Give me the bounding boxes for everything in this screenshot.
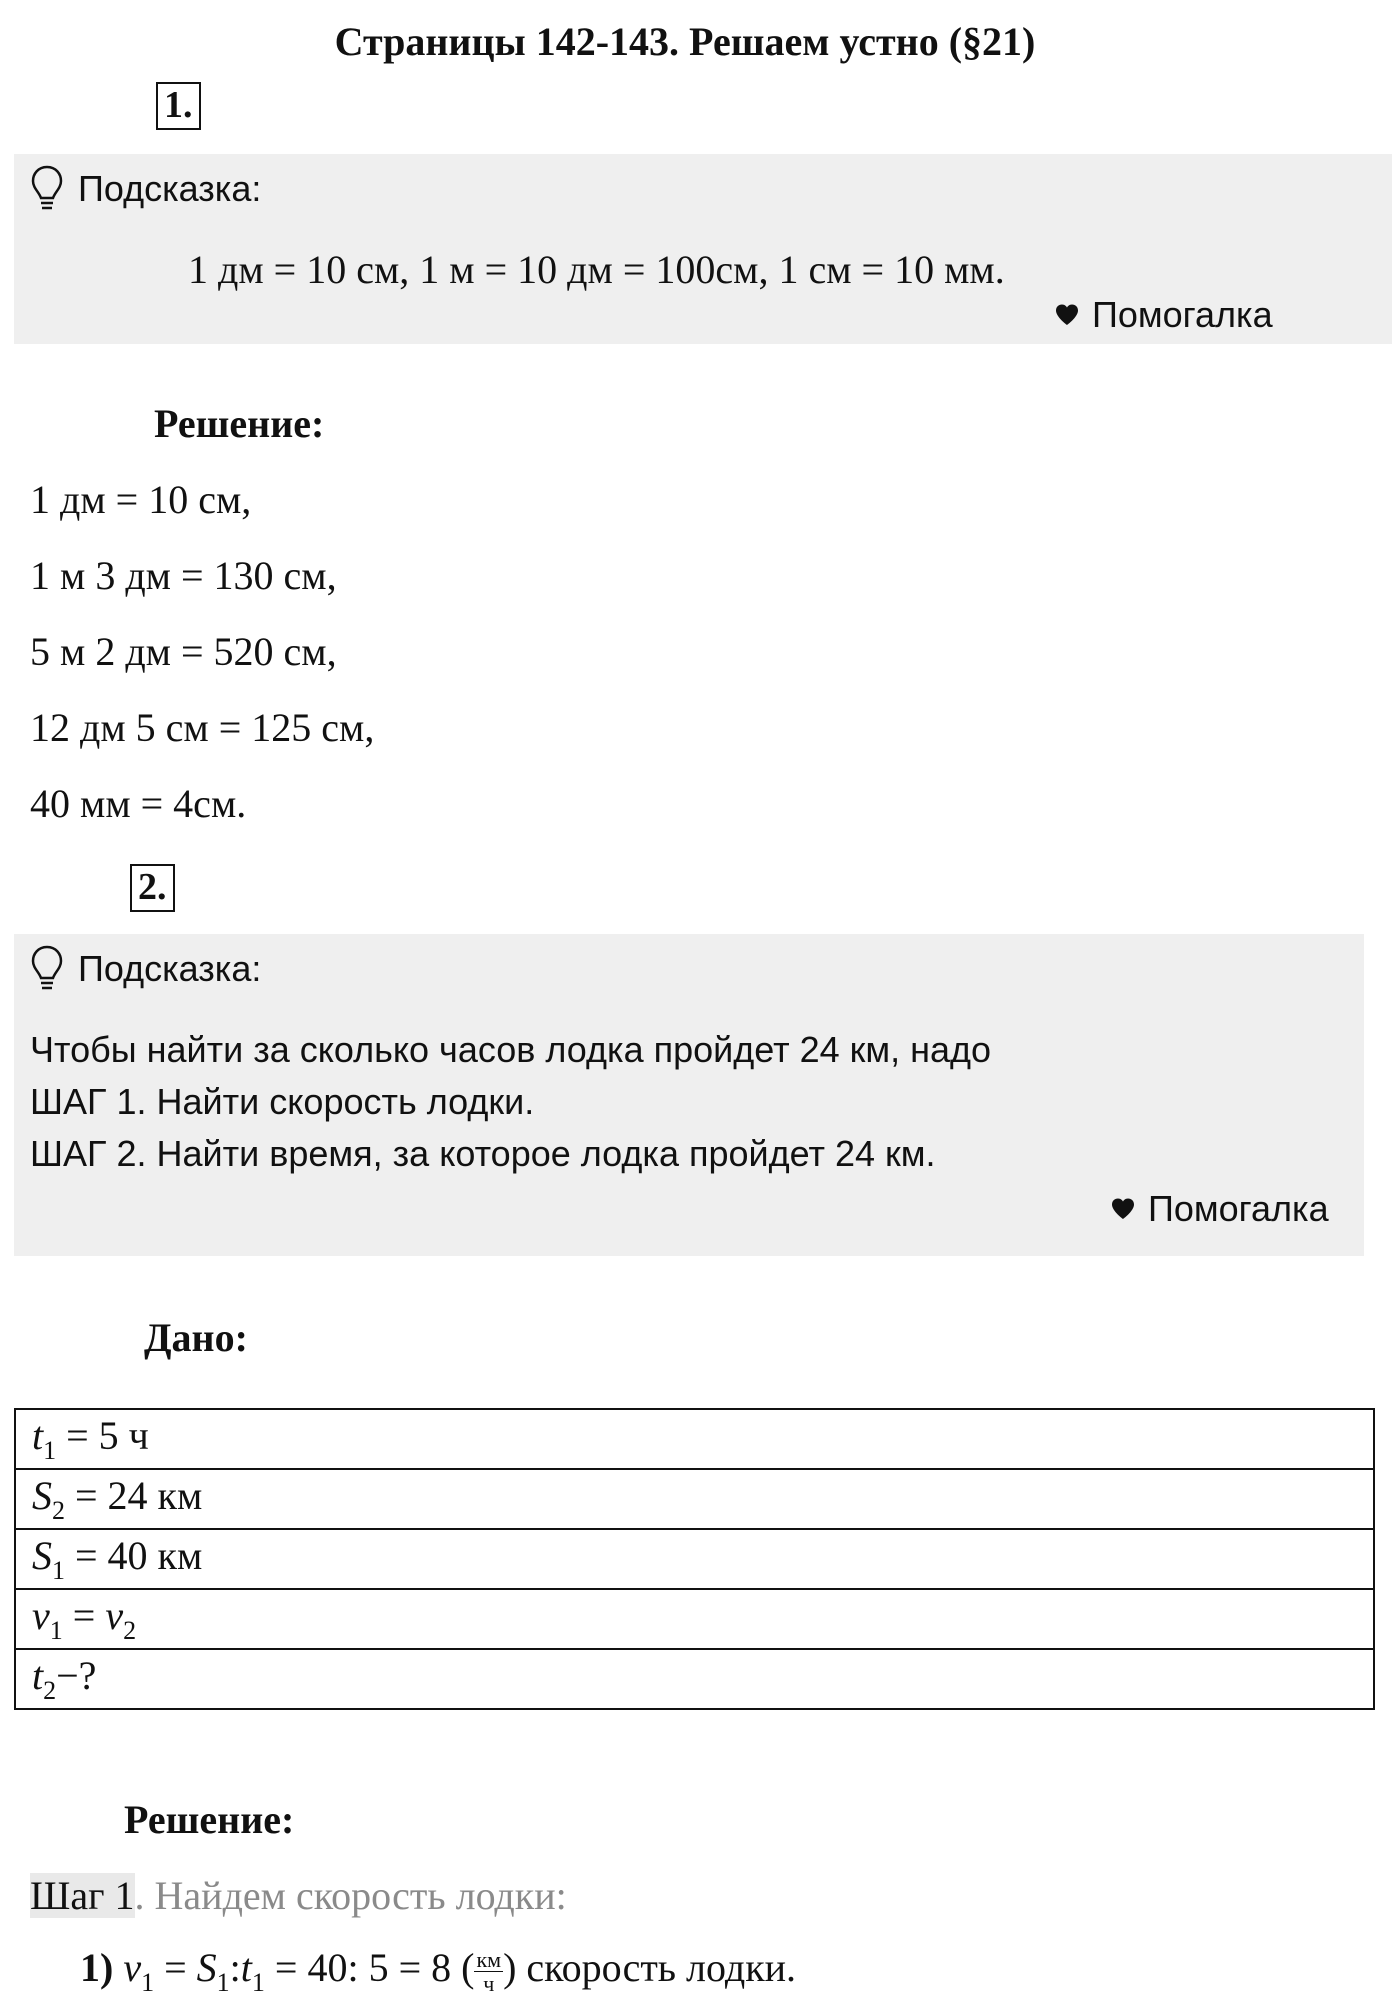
step-dot: . bbox=[134, 1873, 145, 1918]
hint-line: Чтобы найти за сколько часов лодка пройдет 24 км, надо bbox=[30, 1029, 992, 1070]
hint-step-text: . Найти скорость лодки. bbox=[136, 1081, 535, 1122]
brand-label-1: Помогалка bbox=[1092, 294, 1273, 335]
lightbulb-icon bbox=[30, 944, 64, 994]
brand-1 bbox=[1054, 294, 1273, 336]
task-number-1: 1. bbox=[156, 82, 201, 130]
solution-line: 5 м 2 дм = 520 см, bbox=[30, 629, 337, 674]
hint-step-label: ШАГ 2. bbox=[30, 1133, 147, 1174]
lightbulb-icon bbox=[30, 164, 64, 214]
hint-box-1 bbox=[14, 154, 1392, 344]
table-row bbox=[15, 1589, 1374, 1649]
hint-step-2 bbox=[30, 1128, 991, 1180]
heart-icon bbox=[1110, 1197, 1136, 1221]
solution-line: 40 мм = 4см. bbox=[30, 781, 247, 826]
hint-label-1: Подсказка: bbox=[78, 168, 262, 209]
hint-header-2 bbox=[30, 944, 261, 994]
hint-header-1 bbox=[30, 164, 261, 214]
task-number-2: 2. bbox=[130, 864, 175, 912]
solution-heading-1: Решение: bbox=[154, 401, 325, 446]
hint-step-label: ШАГ 1 bbox=[30, 1081, 137, 1122]
speed-formula: 1) $v_1$ = $S_1:t_1 = 40$: 5 = 8 ( $\frac{км}{ч}$ ) скорость лодки. bbox=[80, 1945, 797, 1997]
hint-body-2 bbox=[30, 1024, 991, 1180]
hint-step-1 bbox=[30, 1076, 991, 1128]
table-row bbox=[15, 1649, 1374, 1709]
step-line bbox=[30, 1872, 567, 1919]
hint-text-1: 1 дм = 10 см, 1 м = 10 дм = 100см, 1 см = 10 мм. bbox=[188, 247, 1005, 292]
hint-label-2: Подсказка: bbox=[78, 948, 262, 989]
given-heading: Дано: bbox=[144, 1315, 248, 1360]
hint-box-2 bbox=[14, 934, 1364, 1256]
unit-fraction: $\frac{км}{ч}$ bbox=[476, 1947, 502, 1997]
page-title: Страницы 142-143. Решаем устно (§21) bbox=[334, 19, 1036, 64]
solution-line: 1 дм = 10 см, bbox=[30, 477, 252, 522]
table-cell: $t_2-$? bbox=[15, 1649, 1374, 1709]
brand-2 bbox=[1110, 1188, 1329, 1230]
table-row bbox=[15, 1469, 1374, 1529]
step-text: Найдем скорость лодки: bbox=[144, 1873, 567, 1918]
table-cell: $S_2 = 24$ км bbox=[15, 1469, 1374, 1529]
heart-icon bbox=[1054, 303, 1080, 327]
formula-number: 1) bbox=[80, 1945, 114, 1990]
table-cell: $S_1 = 40$ км bbox=[15, 1529, 1374, 1589]
solution-line: 12 дм 5 см = 125 см, bbox=[30, 705, 375, 750]
step-label: Шаг 1 bbox=[30, 1873, 135, 1918]
table-row bbox=[15, 1529, 1374, 1589]
table-cell: $v_1 = v_2$ bbox=[15, 1589, 1374, 1649]
given-table bbox=[14, 1408, 1375, 1710]
solution-heading-2: Решение: bbox=[124, 1797, 295, 1842]
brand-label-2: Помогалка bbox=[1148, 1188, 1329, 1229]
table-cell: $t_1 = 5$ ч bbox=[15, 1409, 1374, 1469]
hint-step-text: Найти время, за которое лодка пройдет 24 км. bbox=[146, 1133, 936, 1174]
table-row bbox=[15, 1409, 1374, 1469]
solution-line: 1 м 3 дм = 130 см, bbox=[30, 553, 337, 598]
